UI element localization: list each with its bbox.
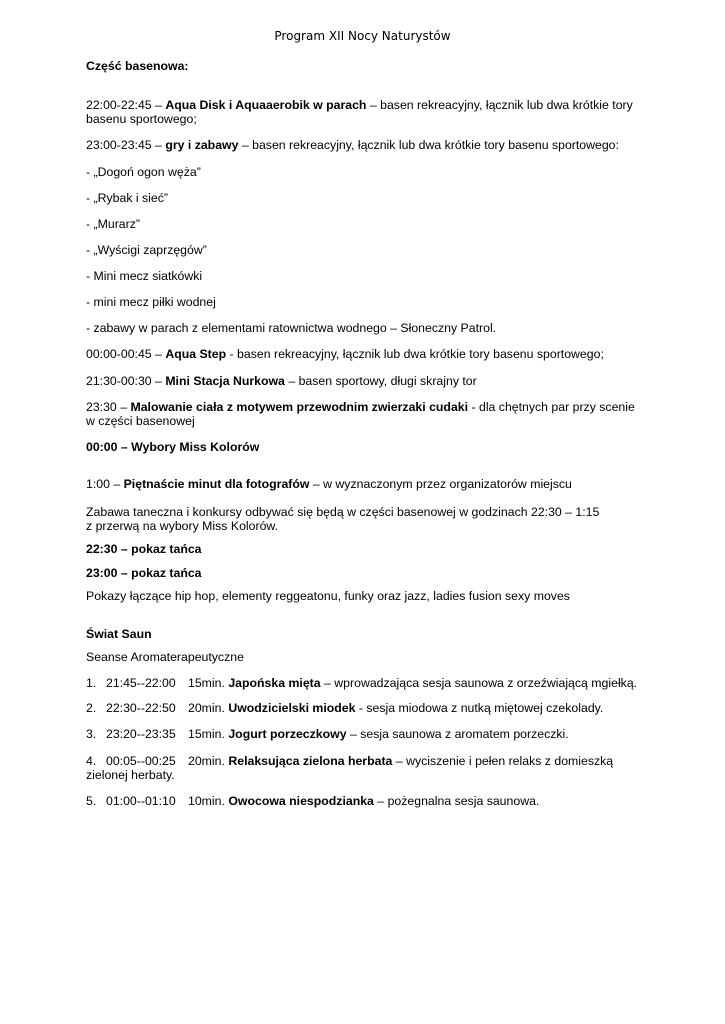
event-time: 23:00-23:45 – (86, 138, 166, 152)
pool-note-line-2: z przerwą na wybory Miss Kolorów. (86, 519, 279, 533)
session-desc: – wprowadzająca sesja saunowa z orzeźwiającą mgiełką. (320, 676, 638, 690)
event-time: 21:30-00:30 – (86, 374, 166, 388)
session-duration: 15min. (188, 676, 225, 690)
event-desc: – w wyznaczonym przez organizatorów miejscu (309, 477, 572, 491)
pool-event-3 (86, 347, 604, 362)
dance-show-1: 22:30 – pokaz tańca (86, 542, 202, 556)
session-duration: 20min. (188, 754, 225, 768)
game-item: - Mini mecz siatkówki (86, 269, 203, 283)
pool-event-1 (86, 98, 633, 113)
event-title: Aqua Step (165, 347, 227, 361)
sauna-heading: Świat Saun (86, 627, 152, 641)
session-number: 1. (86, 676, 97, 690)
session-number: 5. (86, 794, 97, 808)
event-desc: - dla chętnych par przy scenie (468, 400, 635, 414)
game-item: - „Murarz” (86, 217, 140, 231)
session-duration: 15min. (188, 727, 225, 741)
session-number: 4. (86, 754, 97, 768)
session-number: 3. (86, 727, 97, 741)
session-number: 2. (86, 701, 97, 715)
event-desc: – basen rekreacyjny, łącznik lub dwa krótkie tory basenu sportowego: (238, 138, 619, 152)
session-time: 23:20--23:35 (106, 727, 176, 741)
session-time: 01:00--01:10 (106, 794, 176, 808)
session-time: 22:30--22:50 (106, 701, 176, 715)
sauna-session-cont: zielonej herbaty. (86, 768, 175, 782)
sauna-subheading: Seanse Aromaterapeutyczne (86, 650, 244, 664)
event-desc: - basen rekreacyjny, łącznik lub dwa krótkie tory basenu sportowego; (226, 347, 604, 361)
session-time: 00:05--00:25 (106, 754, 176, 768)
session-duration: 10min. (188, 794, 225, 808)
event-time: 23:30 – (86, 400, 131, 414)
pool-heading: Część basenowa: (86, 59, 189, 73)
pool-event-2 (86, 138, 619, 153)
sauna-session (86, 676, 637, 691)
session-duration: 20min. (188, 701, 225, 715)
pool-note-line-1: Zabawa taneczna i konkursy odbywać się będą w części basenowej w godzinach 22:30 – 1:15 (86, 505, 600, 519)
session-desc: – sesja saunowa z aromatem porzeczki. (346, 727, 569, 741)
event-title: Aqua Disk i Aquaaerobik w parach (165, 98, 367, 112)
pool-event-1-cont: basenu sportowego; (86, 112, 197, 126)
session-title: Owocowa niespodzianka (228, 794, 374, 808)
game-item: - „Wyścigi zaprzęgów” (86, 243, 207, 257)
event-desc: – basen rekreacyjny, łącznik lub dwa krótkie tory (366, 98, 633, 112)
session-title: Relaksująca zielona herbata (228, 754, 393, 768)
sauna-session (86, 794, 539, 809)
game-item: - mini mecz piłki wodnej (86, 295, 216, 309)
dance-show-2: 23:00 – pokaz tańca (86, 566, 202, 580)
event-time: 1:00 – (86, 477, 124, 491)
session-desc: - sesja miodowa z nutką miętowej czekolady. (355, 701, 604, 715)
game-item: - „Dogoń ogon węża” (86, 165, 201, 179)
event-desc: – basen sportowy, długi skrajny tor (284, 374, 477, 388)
pool-event-6: 00:00 – Wybory Miss Kolorów (86, 440, 260, 454)
session-desc: – pożegnalna sesja saunowa. (373, 794, 540, 808)
game-item: - „Rybak i sieć” (86, 191, 168, 205)
session-title: Jogurt porzeczkowy (228, 727, 347, 741)
page-header: Program XII Nocy Naturystów (274, 29, 451, 43)
event-time: 00:00-00:45 – (86, 347, 166, 361)
session-desc: – wyciszenie i pełen relaks z domieszką (392, 754, 614, 768)
game-item: - zabawy w parach z elementami ratownictwa wodnego – Słoneczny Patrol. (86, 321, 497, 335)
session-title: Uwodzicielski miodek (228, 701, 356, 715)
event-title: gry i zabawy (165, 138, 239, 152)
pool-event-4 (86, 374, 477, 389)
dance-description: Pokazy łączące hip hop, elementy reggeatonu, funky oraz jazz, ladies fusion sexy moves (86, 589, 570, 603)
sauna-session (86, 727, 569, 742)
event-time: 22:00-22:45 – (86, 98, 166, 112)
event-title: Mini Stacja Nurkowa (165, 374, 285, 388)
sauna-session (86, 701, 603, 716)
sauna-session (86, 754, 613, 769)
pool-event-7 (86, 477, 572, 492)
session-time: 21:45--22:00 (106, 676, 176, 690)
event-title: Piętnaście minut dla fotografów (123, 477, 310, 491)
session-title: Japońska mięta (228, 676, 321, 690)
pool-event-5-cont: w części basenowej (86, 414, 195, 428)
event-title: Malowanie ciała z motywem przewodnim zwierzaki cudaki (130, 400, 469, 414)
pool-event-5 (86, 400, 635, 415)
